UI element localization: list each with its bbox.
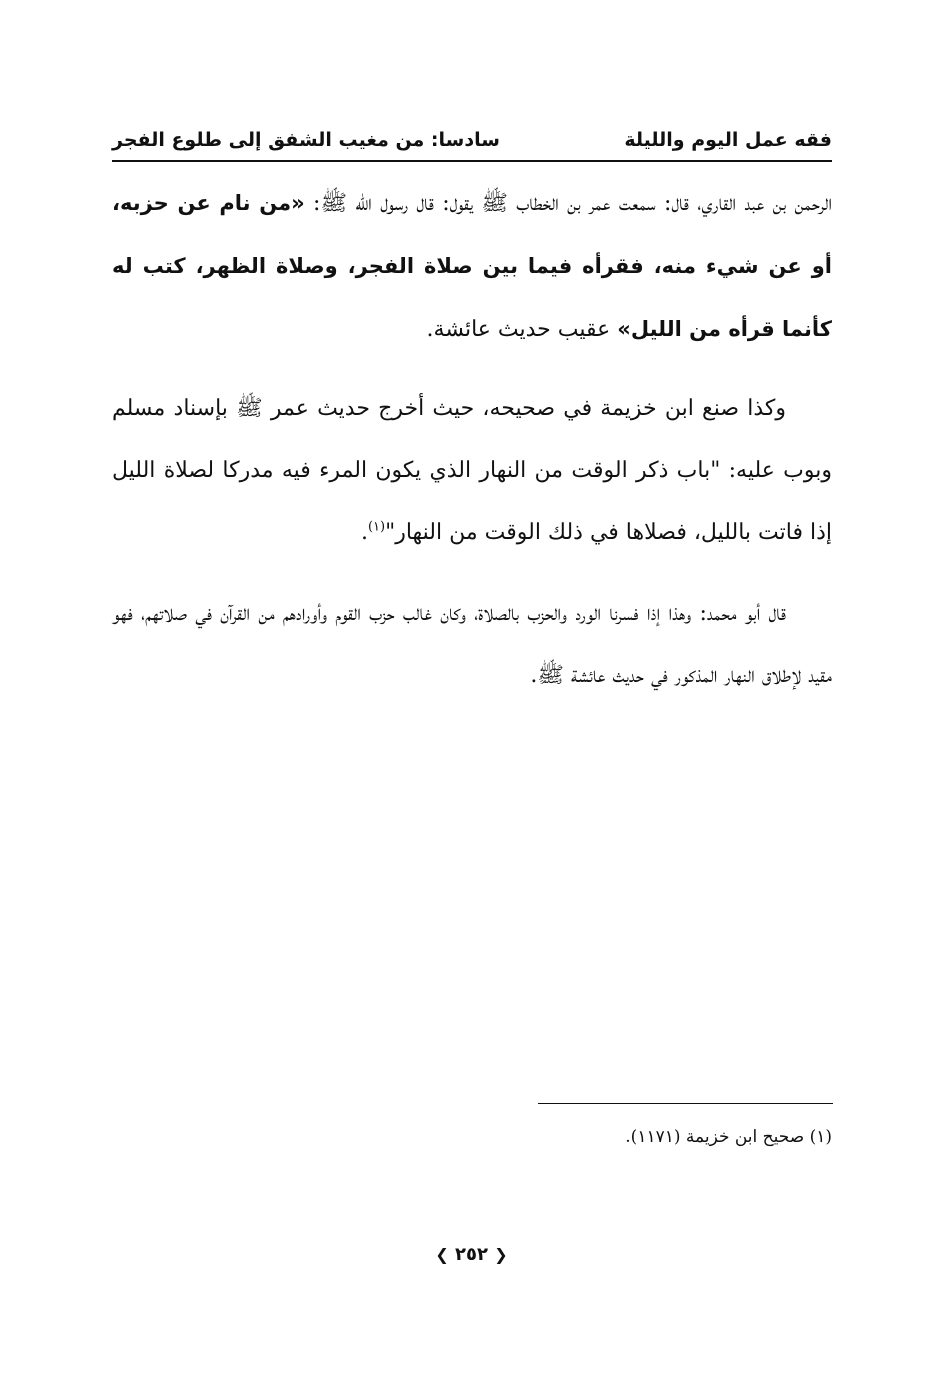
running-header [112,122,832,158]
paragraph-2-text-a: وكذا صنع ابن خزيمة في صحيحه، حيث أخرج حديث عمر ﷺ بإسناد مسلم وبوب عليه: "باب ذكر الوقت من النهار الذي يكون المرء فيه مدركا لصلاة الليل إذا فاتت بالليل، فصلاها في ذلك الوقت من النهار" [112,396,832,545]
footnote: (١) صحيح ابن خزيمة (١١٧١). [625,1127,832,1147]
footnote-reference[interactable]: (١) [367,519,386,535]
paragraph-3-text-a: قال أبو محمد: وهذا إذا فسرنا الورد والحزب بالصلاة، وكان غالب حزب القوم وأورادهم من القرآن في صلاتهم، فهو مقيد لإطلاق النهار المذكور في حديث عائشة ﷺ. [112,601,832,688]
paragraph-2-text-c: . [360,520,368,545]
footnote-divider [538,1103,833,1104]
paragraph-2 [112,378,832,564]
paragraph-1 [112,172,832,361]
book-title: فقه عمل اليوم والليلة [624,129,832,151]
header-divider [112,160,832,162]
paragraph-1-text-c: عقيب حديث عائشة. [426,317,618,342]
page-number [0,1244,943,1265]
page-ornament-left-icon: ❮ [435,1245,449,1264]
paragraph-1-text-a: الرحمن بن عبد القاري، قال: سمعت عمر بن الخطاب ﷺ يقول: قال رسول الله ﷺ: [304,191,832,216]
paragraph-1-hadith-quote: «من نام عن حزبه، أو عن شيء منه، فقرأه فيما بين صلاة الفجر، وصلاة الظهر، كتب له كأنما قرأه من الليل» [112,191,832,341]
chapter-title: سادسا: من مغيب الشفق إلى طلوع الفجر [112,129,500,151]
paragraph-3 [112,583,832,707]
page-number-value: ٢٥٢ [455,1244,488,1265]
page-ornament-right-icon: ❯ [494,1245,508,1264]
